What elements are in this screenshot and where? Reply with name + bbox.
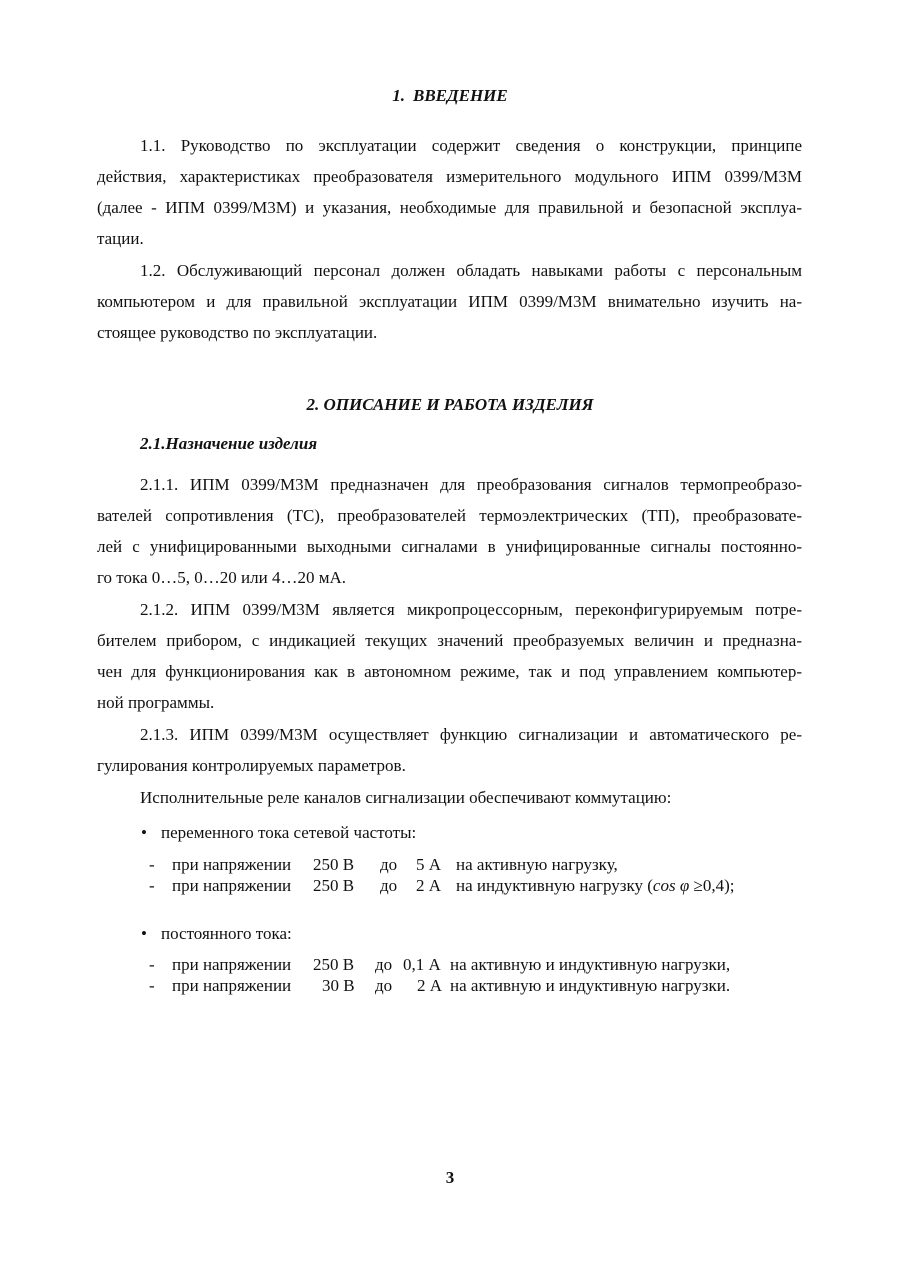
para-1-1-line-2: действия, характеристиках преобразователя измерительного модульного ИПМ 0399/М3М (97, 167, 802, 186)
ac-row-2-to: до (380, 876, 398, 895)
ac-row-2-dash: - (149, 876, 155, 895)
dc-row-2-to: до (375, 976, 393, 995)
para-2-1-3-line-1: 2.1.3. ИПМ 0399/М3М осуществляет функцию сигнализации и автоматического ре- (140, 725, 802, 744)
dc-row-2-current: 2 А (417, 976, 443, 995)
para-2-1-1-line-3: лей с унифицированными выходными сигналами в унифицированные сигналы постоянно- (97, 537, 802, 556)
ac-row-1-dash: - (149, 855, 155, 874)
dc-row-1-prefix: при напряжении (172, 955, 292, 974)
para-1-2-line-1: 1.2. Обслуживающий персонал должен обладать навыками работы с персональным (140, 261, 802, 280)
ac-row-1-voltage: 250 В (313, 855, 355, 874)
para-1-2-line-3: стоящее руководство по эксплуатации. (97, 323, 378, 342)
dc-row-1-current: 0,1 А (403, 955, 441, 974)
para-2-1-2-line-3: чен для функционирования как в автономном режиме, так и под управлением компьютер- (97, 662, 802, 681)
dc-row-1-voltage: 250 В (313, 955, 355, 974)
dc-row-1-dash: - (149, 955, 155, 974)
ac-title: переменного тока сетевой частоты: (161, 823, 417, 842)
ac-row-2-load-tail: ≥0,4); (689, 876, 735, 895)
relay-intro: Исполнительные реле каналов сигнализации обеспечивают коммутацию: (140, 788, 672, 807)
para-2-1-2-line-2: бителем прибором, с индикацией текущих значений преобразуемых величин и предназна- (97, 631, 802, 650)
para-2-1-1-line-1: 2.1.1. ИПМ 0399/М3М предназначен для преобразования сигналов термопреобразо- (140, 475, 802, 494)
ac-row-2-load (456, 876, 734, 896)
dc-row-2-voltage: 30 В (322, 976, 355, 995)
ac-row-1-load: на активную нагрузку, (456, 855, 618, 874)
dc-row-1-to: до (375, 955, 393, 974)
ac-row-1-prefix: при напряжении (172, 855, 292, 874)
para-2-1-1-line-2: вателей сопротивления (ТС), преобразователей термоэлектрических (ТП), преобразовате- (97, 506, 802, 525)
para-2-1-2-line-4: ной программы. (97, 693, 215, 712)
dc-row-1-load: на активную и индуктивную нагрузки, (450, 955, 731, 974)
para-2-1-2-line-1: 2.1.2. ИПМ 0399/М3М является микропроцессорным, переконфигурируемым потре- (140, 600, 802, 619)
para-1-1-line-3: (далее - ИПМ 0399/М3М) и указания, необходимые для правильной и безопасной эксплуа- (97, 198, 802, 217)
para-1-2-line-2: компьютером и для правильной эксплуатации ИПМ 0399/М3М внимательно изучить на- (97, 292, 802, 311)
section-2-heading: 2. ОПИСАНИЕ И РАБОТА ИЗДЕЛИЯ (306, 395, 594, 414)
page-number: 3 (445, 1168, 455, 1187)
ac-row-2-prefix: при напряжении (172, 876, 292, 895)
para-2-1-1-line-4: го тока 0…5, 0…20 или 4…20 мА. (97, 568, 347, 587)
dc-row-2-dash: - (149, 976, 155, 995)
ac-row-1-current: 5 А (416, 855, 442, 874)
ac-row-2-load-text: на индуктивную нагрузку ( (456, 876, 653, 895)
bullet-icon: • (141, 924, 147, 943)
dc-row-2-load: на активную и индуктивную нагрузки. (450, 976, 731, 995)
section-1-number: 1. (392, 86, 405, 105)
para-1-1-line-1: 1.1. Руководство по эксплуатации содержит сведения о конструкции, принципе (140, 136, 802, 155)
para-1-1-line-4: тации. (97, 229, 144, 248)
dc-row-2-prefix: при напряжении (172, 976, 292, 995)
ac-row-1-to: до (380, 855, 398, 874)
para-2-1-3-line-2: гулирования контролируемых параметров. (97, 756, 406, 775)
ac-row-2-current: 2 А (416, 876, 442, 895)
ac-row-2-voltage: 250 В (313, 876, 355, 895)
bullet-icon: • (141, 823, 147, 842)
section-1-heading (0, 86, 900, 106)
subsection-2-1-heading: 2.1.Назначение изделия (140, 434, 318, 453)
dc-title: постоянного тока: (161, 924, 292, 943)
section-1-title: ВВЕДЕНИЕ (412, 86, 508, 105)
cos-phi-symbol: cos φ (652, 876, 690, 895)
